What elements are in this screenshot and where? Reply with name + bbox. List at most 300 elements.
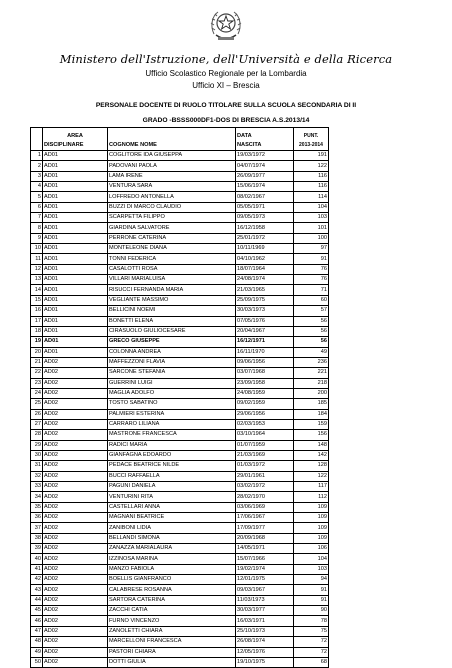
row-points: 116 — [294, 171, 329, 181]
row-area: AD02 — [43, 399, 108, 409]
row-points: 106 — [294, 544, 329, 554]
table-row — [31, 337, 329, 347]
row-area: AD02 — [43, 606, 108, 616]
row-name: IZZINOSA MARINA — [108, 554, 236, 564]
table-row — [31, 192, 329, 202]
table-row — [31, 450, 329, 460]
row-birth-date: 18/07/1964 — [236, 264, 294, 274]
row-area: AD02 — [43, 626, 108, 636]
column-header-points-line2: 2013-2014 — [299, 142, 323, 148]
row-birth-date: 29/01/1961 — [236, 471, 294, 481]
row-birth-date: 25/10/1973 — [236, 626, 294, 636]
row-area: AD02 — [43, 378, 108, 388]
table-row — [31, 357, 329, 367]
row-number: 7 — [31, 213, 43, 223]
row-name: TONNI FEDERICA — [108, 254, 236, 264]
row-name: LOFFREDO ANTONELLA — [108, 192, 236, 202]
row-birth-date: 03/07/1968 — [236, 368, 294, 378]
row-points: 122 — [294, 471, 329, 481]
table-row — [31, 575, 329, 585]
row-area: AD01 — [43, 347, 108, 357]
row-points: 56 — [294, 316, 329, 326]
row-area: AD01 — [43, 337, 108, 347]
column-header-date-line1: DATA — [237, 133, 252, 139]
row-points: 114 — [294, 192, 329, 202]
row-name: ZANAZZA MARIALAURA — [108, 544, 236, 554]
row-name: BELLANDI SIMONA — [108, 533, 236, 543]
row-birth-date: 29/06/1956 — [236, 409, 294, 419]
row-area: AD01 — [43, 326, 108, 336]
row-area: AD01 — [43, 233, 108, 243]
table-row — [31, 409, 329, 419]
row-points: 90 — [294, 606, 329, 616]
table-row — [31, 544, 329, 554]
row-area: AD02 — [43, 647, 108, 657]
ministry-heading: Ministero dell'Istruzione, dell'Università e della Ricerca — [59, 52, 393, 66]
table-row — [31, 513, 329, 523]
row-number: 31 — [31, 461, 43, 471]
row-name: BELLICINI NOEMI — [108, 306, 236, 316]
row-birth-date: 17/09/1977 — [236, 523, 294, 533]
row-area: AD02 — [43, 430, 108, 440]
row-points: 100 — [294, 233, 329, 243]
table-row — [31, 254, 329, 264]
row-name: GIARDINA SALVATORE — [108, 223, 236, 233]
row-birth-date: 03/06/1969 — [236, 502, 294, 512]
row-birth-date: 03/10/1964 — [236, 430, 294, 440]
table-header-row — [31, 128, 329, 151]
row-area: AD02 — [43, 533, 108, 543]
row-name: VENTURINI RITA — [108, 492, 236, 502]
row-area: AD02 — [43, 440, 108, 450]
row-birth-date: 20/09/1968 — [236, 533, 294, 543]
row-number: 25 — [31, 399, 43, 409]
row-area: AD02 — [43, 502, 108, 512]
document-title-line2: GRADO -BSSS000DF1-DOS DI BRESCIA A.S.2013/14 — [142, 117, 310, 124]
row-birth-date: 20/04/1967 — [236, 326, 294, 336]
table-row — [31, 533, 329, 543]
row-birth-date: 16/03/1971 — [236, 616, 294, 626]
row-area: AD01 — [43, 171, 108, 181]
row-points: 236 — [294, 357, 329, 367]
row-name: COLONNA ANDREA — [108, 347, 236, 357]
row-area: AD02 — [43, 544, 108, 554]
teacher-roster-table — [30, 127, 329, 668]
row-number: 8 — [31, 223, 43, 233]
table-row — [31, 419, 329, 429]
row-name: MAFFEZZONI FLAVIA — [108, 357, 236, 367]
column-header-points — [294, 128, 329, 151]
row-points: 91 — [294, 585, 329, 595]
row-points: 72 — [294, 637, 329, 647]
row-points: 116 — [294, 182, 329, 192]
table-row — [31, 244, 329, 254]
row-area: AD02 — [43, 357, 108, 367]
row-birth-date: 17/06/1967 — [236, 513, 294, 523]
row-name: SARTORA CATERINA — [108, 595, 236, 605]
row-name: MAGLIA ADOLFO — [108, 388, 236, 398]
row-points: 68 — [294, 657, 329, 667]
row-birth-date: 03/02/1972 — [236, 482, 294, 492]
row-name: RISUCCI FERNANDA MARIA — [108, 285, 236, 295]
row-birth-date: 19/03/1972 — [236, 151, 294, 161]
row-birth-date: 09/03/1967 — [236, 585, 294, 595]
row-birth-date: 30/03/1973 — [236, 306, 294, 316]
row-birth-date: 15/06/1974 — [236, 182, 294, 192]
table-row — [31, 233, 329, 243]
row-birth-date: 16/12/1958 — [236, 223, 294, 233]
row-name: PERRONE CATERINA — [108, 233, 236, 243]
table-row — [31, 368, 329, 378]
row-number: 27 — [31, 419, 43, 429]
row-name: LAMA IRENE — [108, 171, 236, 181]
table-row — [31, 554, 329, 564]
row-number: 50 — [31, 657, 43, 667]
row-birth-date: 07/05/1976 — [236, 316, 294, 326]
table-row — [31, 523, 329, 533]
row-birth-date: 19/02/1974 — [236, 564, 294, 574]
row-name: VILLARI MARIALUISA — [108, 275, 236, 285]
row-points: 72 — [294, 647, 329, 657]
row-area: AD02 — [43, 471, 108, 481]
row-number: 21 — [31, 357, 43, 367]
row-name: COGLITORE IDA GIUSEPPA — [108, 151, 236, 161]
row-birth-date: 09/06/1956 — [236, 357, 294, 367]
row-number: 30 — [31, 450, 43, 460]
row-name: PEDACE BEATRICE NILDE — [108, 461, 236, 471]
row-number: 38 — [31, 533, 43, 543]
row-birth-date: 24/08/1974 — [236, 275, 294, 285]
row-points: 156 — [294, 430, 329, 440]
table-row — [31, 595, 329, 605]
row-area: AD02 — [43, 461, 108, 471]
row-birth-date: 16/12/1971 — [236, 337, 294, 347]
row-name: BUCCI RAFFAELLA — [108, 471, 236, 481]
row-number: 12 — [31, 264, 43, 274]
row-number: 33 — [31, 482, 43, 492]
row-points: 117 — [294, 482, 329, 492]
row-name: CALABRESE ROSANNA — [108, 585, 236, 595]
row-name: ZACCHI CATIA — [108, 606, 236, 616]
row-number: 6 — [31, 202, 43, 212]
row-birth-date: 05/05/1971 — [236, 202, 294, 212]
row-points: 109 — [294, 502, 329, 512]
row-number: 43 — [31, 585, 43, 595]
row-area: AD01 — [43, 254, 108, 264]
table-row — [31, 161, 329, 171]
row-number: 36 — [31, 513, 43, 523]
row-points: 103 — [294, 213, 329, 223]
row-birth-date: 14/05/1971 — [236, 544, 294, 554]
row-points: 91 — [294, 595, 329, 605]
row-birth-date: 04/10/1962 — [236, 254, 294, 264]
row-number: 11 — [31, 254, 43, 264]
row-number: 39 — [31, 544, 43, 554]
table-row — [31, 626, 329, 636]
row-name: SARCONE STEFANIA — [108, 368, 236, 378]
column-header-date-line2: NASCITA — [237, 142, 262, 148]
row-points: 78 — [294, 616, 329, 626]
row-area: AD02 — [43, 388, 108, 398]
row-points: 109 — [294, 513, 329, 523]
row-number: 17 — [31, 316, 43, 326]
row-number: 32 — [31, 471, 43, 481]
row-number: 20 — [31, 347, 43, 357]
row-area: AD02 — [43, 523, 108, 533]
row-points: 200 — [294, 388, 329, 398]
row-points: 103 — [294, 564, 329, 574]
row-area: AD01 — [43, 192, 108, 202]
document-title — [30, 98, 422, 128]
table-row — [31, 492, 329, 502]
row-area: AD01 — [43, 223, 108, 233]
table-row — [31, 171, 329, 181]
row-name: MAGNANI BEATRICE — [108, 513, 236, 523]
row-name: FURNO VINCENZO — [108, 616, 236, 626]
row-number: 42 — [31, 575, 43, 585]
table-row — [31, 430, 329, 440]
table-row — [31, 275, 329, 285]
row-number: 4 — [31, 182, 43, 192]
row-number: 44 — [31, 595, 43, 605]
regional-office-heading: Ufficio Scolastico Regionale per la Lombardia — [145, 69, 307, 78]
row-number: 16 — [31, 306, 43, 316]
row-number: 29 — [31, 440, 43, 450]
table-row — [31, 482, 329, 492]
row-number: 9 — [31, 233, 43, 243]
row-points: 49 — [294, 347, 329, 357]
row-points: 56 — [294, 337, 329, 347]
row-birth-date: 30/03/1977 — [236, 606, 294, 616]
row-area: AD02 — [43, 564, 108, 574]
table-row — [31, 223, 329, 233]
republic-emblem-icon — [208, 4, 244, 52]
row-points: 71 — [294, 285, 329, 295]
local-office-heading: Ufficio XI – Brescia — [192, 81, 260, 90]
table-row — [31, 264, 329, 274]
row-birth-date: 12/01/1975 — [236, 575, 294, 585]
row-birth-date: 23/09/1958 — [236, 378, 294, 388]
row-name: BUZZI DI MARCO CLAUDIO — [108, 202, 236, 212]
row-points: 122 — [294, 161, 329, 171]
row-number: 41 — [31, 564, 43, 574]
row-points: 91 — [294, 254, 329, 264]
table-row — [31, 316, 329, 326]
row-area: AD02 — [43, 595, 108, 605]
row-birth-date: 08/02/1967 — [236, 192, 294, 202]
row-birth-date: 21/03/1965 — [236, 285, 294, 295]
column-header-name: COGNOME NOME — [108, 128, 236, 151]
row-name: DOTTI GIULIA — [108, 657, 236, 667]
row-number: 28 — [31, 430, 43, 440]
row-name: TOSTO SABATINO — [108, 399, 236, 409]
row-area: AD02 — [43, 513, 108, 523]
table-row — [31, 461, 329, 471]
row-birth-date: 12/05/1976 — [236, 647, 294, 657]
table-row — [31, 637, 329, 647]
row-number: 34 — [31, 492, 43, 502]
table-row — [31, 151, 329, 161]
row-area: AD01 — [43, 202, 108, 212]
row-name: CIRASUOLO GIULIOCESARE — [108, 326, 236, 336]
row-name: ZANOLETTI CHIARA — [108, 626, 236, 636]
row-points: 101 — [294, 223, 329, 233]
row-name: GRECO GIUSEPPE — [108, 337, 236, 347]
row-name: RADICI MARIA — [108, 440, 236, 450]
table-row — [31, 182, 329, 192]
row-points: 75 — [294, 626, 329, 636]
row-birth-date: 16/11/1970 — [236, 347, 294, 357]
table-body — [31, 151, 329, 668]
row-points: 104 — [294, 554, 329, 564]
row-birth-date: 11/03/1973 — [236, 595, 294, 605]
row-points: 184 — [294, 409, 329, 419]
row-number: 22 — [31, 368, 43, 378]
row-name: CASALOTTI ROSA — [108, 264, 236, 274]
table-row — [31, 306, 329, 316]
row-area: AD02 — [43, 450, 108, 460]
row-area: AD02 — [43, 409, 108, 419]
row-points: 185 — [294, 399, 329, 409]
row-number: 1 — [31, 151, 43, 161]
row-number: 19 — [31, 337, 43, 347]
row-points: 109 — [294, 523, 329, 533]
row-name: PAGUNI DANIELA — [108, 482, 236, 492]
row-area: AD01 — [43, 306, 108, 316]
row-number: 10 — [31, 244, 43, 254]
table-row — [31, 399, 329, 409]
row-area: AD01 — [43, 316, 108, 326]
column-header-area-line2: DISCIPLINARE — [44, 142, 84, 148]
row-points: 218 — [294, 378, 329, 388]
row-name: PASTORI CHIARA — [108, 647, 236, 657]
table-row — [31, 285, 329, 295]
row-birth-date: 21/03/1969 — [236, 450, 294, 460]
table-row — [31, 440, 329, 450]
row-number: 47 — [31, 626, 43, 636]
row-number: 24 — [31, 388, 43, 398]
row-name: PADOVANI PAOLA — [108, 161, 236, 171]
row-points: 97 — [294, 244, 329, 254]
row-points: 109 — [294, 533, 329, 543]
table-row — [31, 347, 329, 357]
table-row — [31, 564, 329, 574]
row-number: 3 — [31, 171, 43, 181]
row-number: 5 — [31, 192, 43, 202]
row-birth-date: 28/02/1970 — [236, 492, 294, 502]
row-number: 23 — [31, 378, 43, 388]
row-birth-date: 26/09/1977 — [236, 171, 294, 181]
row-name: PALMIERI ESTERINA — [108, 409, 236, 419]
table-row — [31, 213, 329, 223]
row-number: 18 — [31, 326, 43, 336]
row-number: 26 — [31, 409, 43, 419]
row-area: AD01 — [43, 275, 108, 285]
column-header-number — [31, 128, 43, 151]
row-name: MASTRONE FRANCESCA — [108, 430, 236, 440]
column-header-date — [236, 128, 294, 151]
row-birth-date: 25/09/1975 — [236, 295, 294, 305]
row-area: AD01 — [43, 264, 108, 274]
table-row — [31, 616, 329, 626]
row-name: GIANFAGNA EDOARDO — [108, 450, 236, 460]
row-birth-date: 09/02/1959 — [236, 399, 294, 409]
row-points: 104 — [294, 202, 329, 212]
row-name: ZANIBONI LIDIA — [108, 523, 236, 533]
row-points: 221 — [294, 368, 329, 378]
row-number: 48 — [31, 637, 43, 647]
row-birth-date: 10/11/1969 — [236, 244, 294, 254]
row-area: AD01 — [43, 151, 108, 161]
row-number: 13 — [31, 275, 43, 285]
row-points: 57 — [294, 306, 329, 316]
row-points: 159 — [294, 419, 329, 429]
row-number: 14 — [31, 285, 43, 295]
row-name: MONTELEONE DIANA — [108, 244, 236, 254]
row-points: 56 — [294, 326, 329, 336]
table-row — [31, 388, 329, 398]
row-number: 37 — [31, 523, 43, 533]
column-header-area-line1: AREA — [67, 133, 83, 139]
row-area: AD02 — [43, 482, 108, 492]
row-name: BOELLIS GIANFRANCO — [108, 575, 236, 585]
table-row — [31, 326, 329, 336]
row-area: AD02 — [43, 492, 108, 502]
row-birth-date: 01/07/1959 — [236, 440, 294, 450]
row-area: AD02 — [43, 419, 108, 429]
row-area: AD01 — [43, 244, 108, 254]
row-number: 40 — [31, 554, 43, 564]
table-row — [31, 647, 329, 657]
row-birth-date: 24/08/1959 — [236, 388, 294, 398]
row-area: AD02 — [43, 575, 108, 585]
row-number: 49 — [31, 647, 43, 657]
row-points: 112 — [294, 492, 329, 502]
row-birth-date: 25/01/1972 — [236, 233, 294, 243]
row-name: MANZO FABIOLA — [108, 564, 236, 574]
row-points: 148 — [294, 440, 329, 450]
row-birth-date: 09/05/1973 — [236, 213, 294, 223]
row-points: 60 — [294, 295, 329, 305]
table-row — [31, 657, 329, 667]
row-number: 2 — [31, 161, 43, 171]
table-row — [31, 606, 329, 616]
row-number: 45 — [31, 606, 43, 616]
row-name: MARCELLONI FRANCESCA — [108, 637, 236, 647]
row-area: AD01 — [43, 182, 108, 192]
row-area: AD01 — [43, 285, 108, 295]
row-number: 35 — [31, 502, 43, 512]
row-points: 191 — [294, 151, 329, 161]
row-area: AD02 — [43, 554, 108, 564]
table-row — [31, 502, 329, 512]
document-title-line1: PERSONALE DOCENTE DI RUOLO TITOLARE SULLA SCUOLA SECONDARIA DI II — [95, 102, 357, 109]
column-header-area — [43, 128, 108, 151]
row-area: AD01 — [43, 213, 108, 223]
row-area: AD02 — [43, 616, 108, 626]
table-row — [31, 202, 329, 212]
row-points: 76 — [294, 275, 329, 285]
row-points: 142 — [294, 450, 329, 460]
row-name: BONETTI ELENA — [108, 316, 236, 326]
row-name: CASTELLARI ANNA — [108, 502, 236, 512]
row-area: AD02 — [43, 368, 108, 378]
row-birth-date: 26/08/1974 — [236, 637, 294, 647]
row-birth-date: 19/10/1975 — [236, 657, 294, 667]
column-header-points-line1: PUNT. — [303, 133, 319, 139]
table-row — [31, 378, 329, 388]
row-birth-date: 04/07/1974 — [236, 161, 294, 171]
